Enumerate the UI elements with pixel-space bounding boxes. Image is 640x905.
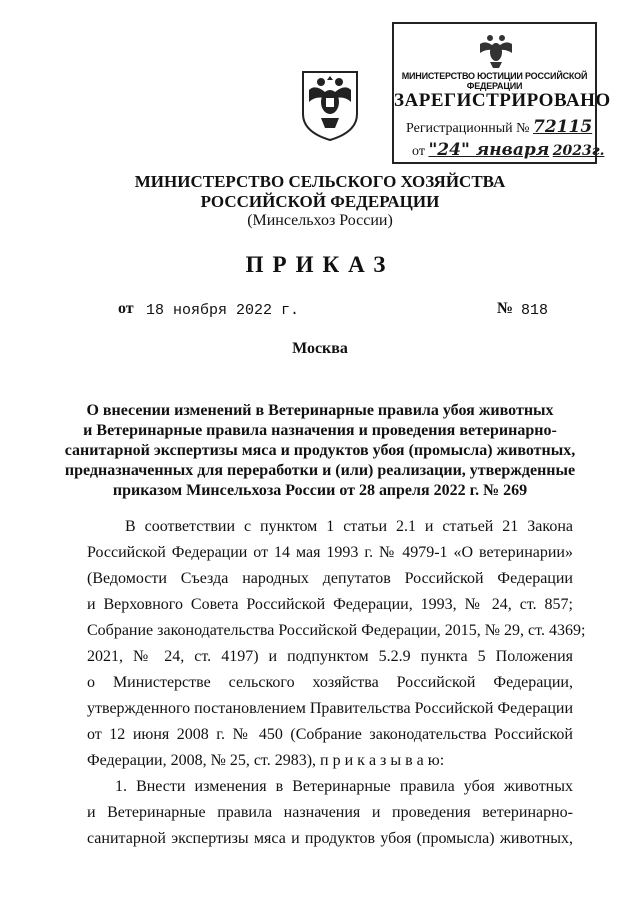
- stamp-registered: ЗАРЕГИСТРИРОВАНО: [394, 90, 611, 111]
- registration-stamp: [392, 22, 611, 164]
- stamp-ministry: МИНИСТЕРСТВО ЮСТИЦИИ РОССИЙСКОЙ ФЕДЕРАЦИИ: [401, 71, 588, 91]
- body-line: санитарной экспертизы мяса и продуктов убоя (промысла) животных,: [87, 830, 573, 847]
- title-line: и Ветеринарные правила назначения и проведения ветеринарно-: [83, 422, 557, 439]
- ministry-name-line1: МИНИСТЕРСТВО СЕЛЬСКОГО ХОЗЯЙСТВА: [134, 172, 506, 191]
- stamp-date-handwritten: "24" января: [428, 140, 550, 160]
- body-line: и Верховного Совета Российской Федерации, 1993, № 24, ст. 857;: [87, 596, 573, 613]
- document-type: ПРИКАЗ: [245, 252, 395, 277]
- date-value: 18 ноября 2022 г.: [146, 302, 300, 319]
- coat-of-arms-icon: [295, 62, 365, 142]
- stamp-date-year: 2023г.: [552, 143, 605, 159]
- ministry-short-name: (Минсельхоз России): [247, 212, 393, 229]
- stamp-emblem-icon: [474, 28, 518, 72]
- stamp-date-prefix: от: [412, 144, 425, 159]
- number-label: №: [497, 300, 514, 317]
- title-line: санитарной экспертизы мяса и продуктов убоя (промысла) животных,: [64, 442, 576, 459]
- body-line: о Министерстве сельского хозяйства Российской Федерации,: [87, 674, 573, 691]
- body-line: Федерации, 2008, № 25, ст. 2983), п р и к а з ы в а ю:: [87, 752, 445, 769]
- city: Москва: [292, 340, 348, 357]
- body-line: 1. Внести изменения в Ветеринарные правила убоя животных: [115, 778, 573, 795]
- number-value: 818: [521, 302, 549, 319]
- body-line: Российской Федерации от 14 мая 1993 г. № 4979-1 «О ветеринарии»: [87, 544, 573, 561]
- body-line: от 12 июня 2008 г. № 450 (Собрание законодательства Российской: [87, 726, 573, 743]
- stamp-registration-row: [406, 117, 594, 137]
- body-line: утвержденного постановлением Правительства Российской Федерации: [87, 700, 573, 717]
- body-line: В соответствии с пунктом 1 статьи 2.1 и статьей 21 Закона: [125, 518, 573, 535]
- stamp-reg-number: 72115: [533, 117, 593, 137]
- body-line: 2021, № 24, ст. 4197) и подпунктом 5.2.9 пункта 5 Положения: [87, 648, 573, 665]
- title-line: приказом Минсельхоза России от 28 апреля 2022 г. № 269: [112, 482, 528, 499]
- ministry-name-line2: РОССИЙСКОЙ ФЕДЕРАЦИИ: [200, 192, 440, 211]
- body-line: и Ветеринарные правила назначения и проведения ветеринарно-: [87, 804, 573, 821]
- title-line: О внесении изменений в Ветеринарные правила убоя животных: [86, 402, 554, 419]
- stamp-date-row: [412, 140, 605, 160]
- title-line: предназначенных для переработки и (или) реализации, утвержденные: [64, 462, 576, 479]
- body-line: Собрание законодательства Российской Федерации, 2015, № 29, ст. 4369;: [87, 622, 586, 639]
- body-line: (Ведомости Съезда народных депутатов Российской Федерации: [87, 570, 573, 587]
- date-label: от: [118, 300, 134, 317]
- stamp-reg-label: Регистрационный №: [406, 121, 530, 136]
